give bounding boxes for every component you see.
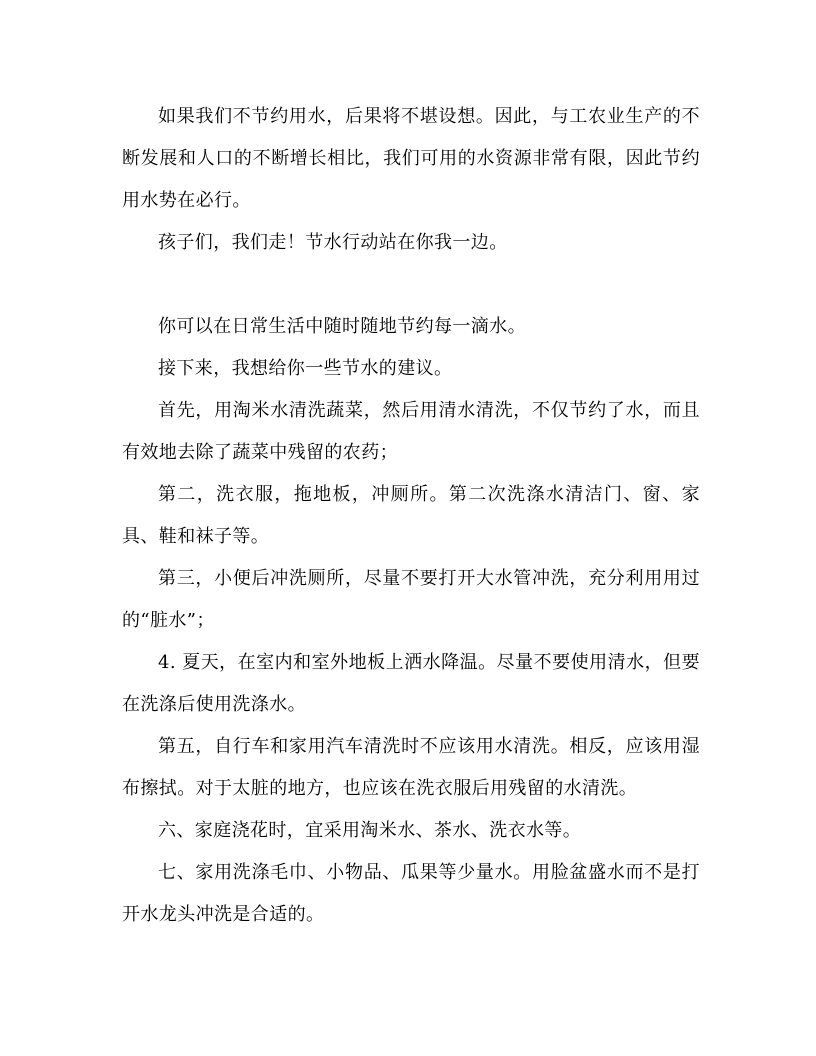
paragraph-tip-sixth: 六、家庭浇花时，宜采用淘米水、茶水、洗衣水等。 [158, 820, 582, 841]
paragraph-tip-seventh: 七、家用洗涤毛巾、小物品、瓜果等少量水。用脸盆盛水而不是打开水龙头冲洗是合适的。 [122, 862, 700, 925]
paragraph-call-to-action: 孩子们，我们走！节水行动站在你我一边。 [158, 232, 508, 253]
paragraph-tip-third: 第三，小便后冲洗厕所，尽量不要打开大水管冲洗，充分利用用过的“脏水”； [122, 568, 700, 631]
paragraph-tip-second: 第二，洗衣服，拖地板，冲厕所。第二次洗涤水清洁门、窗、家具、鞋和袜子等。 [122, 484, 700, 547]
paragraph-suggestions-intro: 接下来，我想给你一些节水的建议。 [158, 358, 453, 379]
paragraph-consequences: 如果我们不节约用水，后果将不堪设想。因此，与工农业生产的不断发展和人口的不断增长相比，我们可用的水资源非常有限，因此节约用水势在必行。 [122, 106, 700, 211]
paragraph-tip-fourth: 4. 夏天，在室内和室外地板上洒水降温。尽量不要使用清水，但要在洗涤后使用洗涤水。 [122, 652, 700, 715]
paragraph-tip-fifth: 第五，自行车和家用汽车清洗时不应该用水清洗。相反，应该用湿布擦拭。对于太脏的地方，也应该在洗衣服后用残留的水清洗。 [122, 736, 700, 799]
paragraph-tip-first: 首先，用淘米水清洗蔬菜，然后用清水清洗，不仅节约了水，而且有效地去除了蔬菜中残留的农药； [122, 400, 700, 463]
paragraph-daily-saving: 你可以在日常生活中随时随地节约每一滴水。 [158, 316, 526, 337]
